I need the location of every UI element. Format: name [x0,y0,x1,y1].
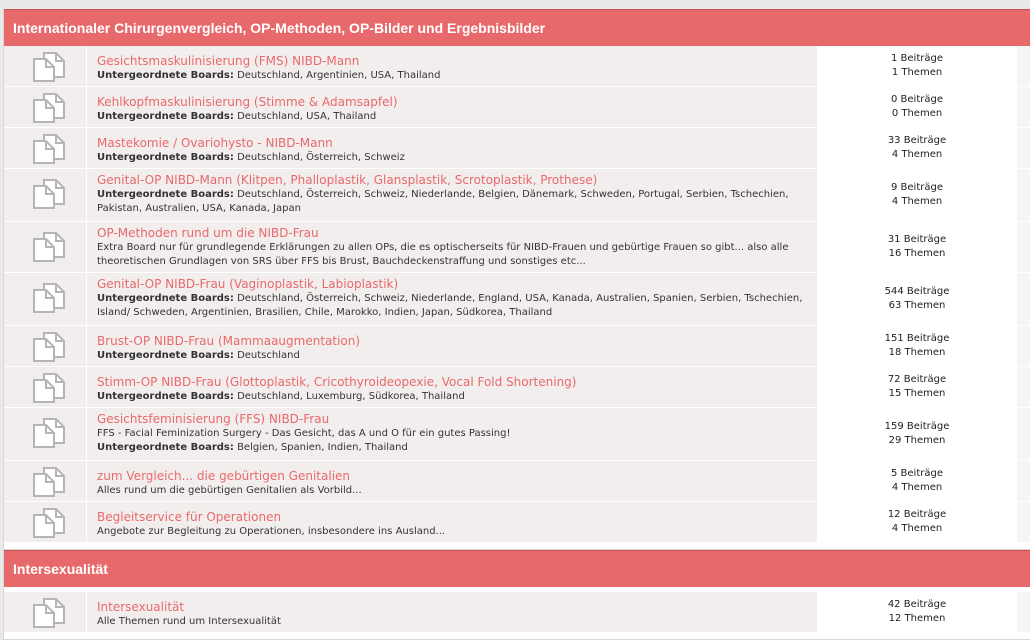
board-icon-cell [4,87,86,127]
topics-count: 0 Themen [891,108,943,119]
topics-count: 1 Themen [891,67,943,78]
topics-count: 63 Themen [888,300,946,311]
board-gap [1017,222,1030,272]
document-stack-icon [32,231,66,263]
board-gap [1017,46,1030,86]
board-stats [817,46,1017,86]
posts-count: 42 Beiträge [887,598,947,610]
board-stats [817,408,1017,460]
board-stats [817,502,1017,542]
subboards-label: Untergeordnete Boards: [97,293,234,304]
board-icon-cell [4,408,86,460]
board-gap [1017,169,1030,221]
board-icon-cell [4,592,86,632]
topics-count: 15 Themen [888,388,946,399]
board-stats [817,326,1017,366]
topics-count: 29 Themen [888,435,946,446]
board-icon-cell [4,461,86,501]
board-row [4,46,1030,87]
board-icon-cell [4,326,86,366]
board-row [4,408,1030,461]
board-title-link[interactable]: Begleitservice für Operationen [97,510,282,524]
posts-count: 159 Beiträge [884,420,950,432]
posts-count: 72 Beiträge [887,373,947,385]
board-stats [817,128,1017,168]
posts-count: 0 Beiträge [891,93,943,105]
board-row [4,367,1030,408]
board-gap [1017,367,1030,407]
subboards-list[interactable]: Deutschland [237,350,300,361]
topics-count: 16 Themen [888,248,946,259]
board-icon-cell [4,169,86,221]
board-stats [817,461,1017,501]
subboards-list[interactable]: Deutschland, Österreich, Schweiz [237,152,405,163]
subboards-list[interactable]: Belgien, Spanien, Indien, Thailand [237,442,408,453]
board-description: Extra Board nur für grundlegende Erklärungen zu allen OPs, die es optischerseits für NIBD-Frauen und gebürtige Frauen so gibt... also alle theoretischen Grundlagen von SRS über FFS bis Brust, Bauchdeckenstraffung und sonstiges etc... [97,242,789,267]
subboards-label: Untergeordnete Boards: [97,189,234,200]
board-list [4,46,1030,549]
board-title-link[interactable]: OP-Methoden rund um die NIBD-Frau [97,226,319,240]
board-gap [1017,408,1030,460]
board-main [86,128,817,168]
board-main [86,46,817,86]
board-gap [1017,273,1030,325]
board-gap [1017,87,1030,127]
subboards [97,292,817,320]
topics-count: 4 Themen [891,196,943,207]
board-main [86,326,817,366]
document-stack-icon [32,178,66,210]
board-gap [1017,326,1030,366]
board-icon-cell [4,502,86,542]
posts-count: 1 Beiträge [891,52,943,64]
topics-count: 18 Themen [888,347,946,358]
board-main [86,87,817,127]
board-row [4,326,1030,367]
board-icon-cell [4,273,86,325]
category-header[interactable]: Internationaler Chirurgenvergleich, OP-Methoden, OP-Bilder und Ergebnisbilder [4,9,1030,46]
topics-count: 4 Themen [891,149,943,160]
document-stack-icon [32,133,66,165]
board-row [4,461,1030,502]
subboards-list[interactable]: Deutschland, Österreich, Schweiz, Niederlande, England, USA, Kanada, Australien, Spanien, Serbien, Tschechien, Island/ Schweden, Argentinien, Brasilien, Chile, Marokko, Indien, Japan, Südkorea, Thailand [97,293,803,318]
board-stats [817,87,1017,127]
board-gap [1017,461,1030,501]
board-main [86,408,817,460]
board-main [86,222,817,272]
board-gap [1017,592,1030,632]
document-stack-icon [32,51,66,83]
subboards [97,110,817,124]
board-row [4,169,1030,222]
board-title-link[interactable]: Genital-OP NIBD-Frau (Vaginoplastik, Labioplastik) [97,277,399,291]
posts-count: 544 Beiträge [884,285,950,297]
document-stack-icon [32,507,66,539]
board-description: Alle Themen rund um Intersexualität [97,616,281,627]
document-stack-icon [32,466,66,498]
board-main [86,502,817,542]
category-intersex [3,550,1030,640]
document-stack-icon [32,417,66,449]
posts-count: 151 Beiträge [884,332,950,344]
document-stack-icon [32,372,66,404]
posts-count: 31 Beiträge [887,233,947,245]
subboards [97,349,817,363]
board-main [86,461,817,501]
posts-count: 33 Beiträge [887,134,947,146]
board-main [86,273,817,325]
board-title-link[interactable]: Kehlkopfmaskulinisierung (Stimme & Adamsapfel) [97,95,398,109]
board-list [4,587,1030,639]
topics-count: 12 Themen [888,613,946,624]
board-icon-cell [4,46,86,86]
subboards-list[interactable]: Deutschland, Argentinien, USA, Thailand [237,70,441,81]
board-stats [817,273,1017,325]
board-gap [1017,502,1030,542]
board-title-link[interactable]: Gesichtsfeminisierung (FFS) NIBD-Frau [97,412,330,426]
document-stack-icon [32,92,66,124]
board-row [4,222,1030,273]
document-stack-icon [32,331,66,363]
document-stack-icon [32,597,66,629]
subboards-list[interactable]: Deutschland, Österreich, Schweiz, Niederlande, Belgien, Dänemark, Schweden, Portugal, Serbien, Tschechien, Pakistan, Australien, USA, Kanada, Japan [97,189,789,214]
topics-count: 4 Themen [891,523,943,534]
board-title-link[interactable]: Genital-OP NIBD-Mann (Klitpen, Phalloplastik, Glansplastik, Scrotoplastik, Prothese) [97,173,598,187]
subboards [97,151,817,165]
board-row [4,502,1030,543]
subboards-list[interactable]: Deutschland, Luxemburg, Südkorea, Thailand [237,391,465,402]
board-stats [817,222,1017,272]
board-main [86,367,817,407]
board-row [4,128,1030,169]
subboards-label: Untergeordnete Boards: [97,111,234,122]
board-main [86,169,817,221]
subboards [97,441,817,455]
board-main [86,592,817,632]
board-icon-cell [4,222,86,272]
topics-count: 4 Themen [891,482,943,493]
board-row [4,87,1030,128]
board-title-link[interactable]: Intersexualität [97,600,185,614]
board-title-link[interactable]: Gesichtsmaskulinisierung (FMS) NIBD-Mann [97,54,360,68]
board-title-link[interactable]: Mastekomie / Ovariohysto - NIBD-Mann [97,136,333,150]
subboards-label: Untergeordnete Boards: [97,350,234,361]
subboards [97,390,817,404]
board-icon-cell [4,128,86,168]
subboards-label: Untergeordnete Boards: [97,442,234,453]
posts-count: 5 Beiträge [891,467,943,479]
posts-count: 12 Beiträge [887,508,947,520]
board-row [4,592,1030,633]
board-title-link[interactable]: Brust-OP NIBD-Frau (Mammaaugmentation) [97,334,361,348]
posts-count: 9 Beiträge [891,181,943,193]
subboards-label: Untergeordnete Boards: [97,391,234,402]
subboards-label: Untergeordnete Boards: [97,70,234,81]
board-description: FFS - Facial Feminization Surgery - Das Gesicht, das A und O für ein gutes Passing! [97,428,511,439]
board-icon-cell [4,367,86,407]
document-stack-icon [32,282,66,314]
board-title-link[interactable]: zum Vergleich... die gebürtigen Genitalien [97,469,351,483]
board-description: Alles rund um die gebürtigen Genitalien als Vorbild... [97,485,362,496]
subboards-label: Untergeordnete Boards: [97,152,234,163]
board-title-link[interactable]: Stimm-OP NIBD-Frau (Glottoplastik, Cricothyroideopexie, Vocal Fold Shortening) [97,375,577,389]
board-gap [1017,128,1030,168]
subboards [97,69,817,83]
subboards-list[interactable]: Deutschland, USA, Thailand [237,111,377,122]
category-header[interactable]: Intersexualität [4,550,1030,587]
board-description: Angebote zur Begleitung zu Operationen, insbesondere ins Ausland... [97,526,446,537]
category-surgery [3,9,1030,550]
board-stats [817,169,1017,221]
board-row [4,273,1030,326]
subboards [97,188,817,216]
board-stats [817,592,1017,632]
board-stats [817,367,1017,407]
